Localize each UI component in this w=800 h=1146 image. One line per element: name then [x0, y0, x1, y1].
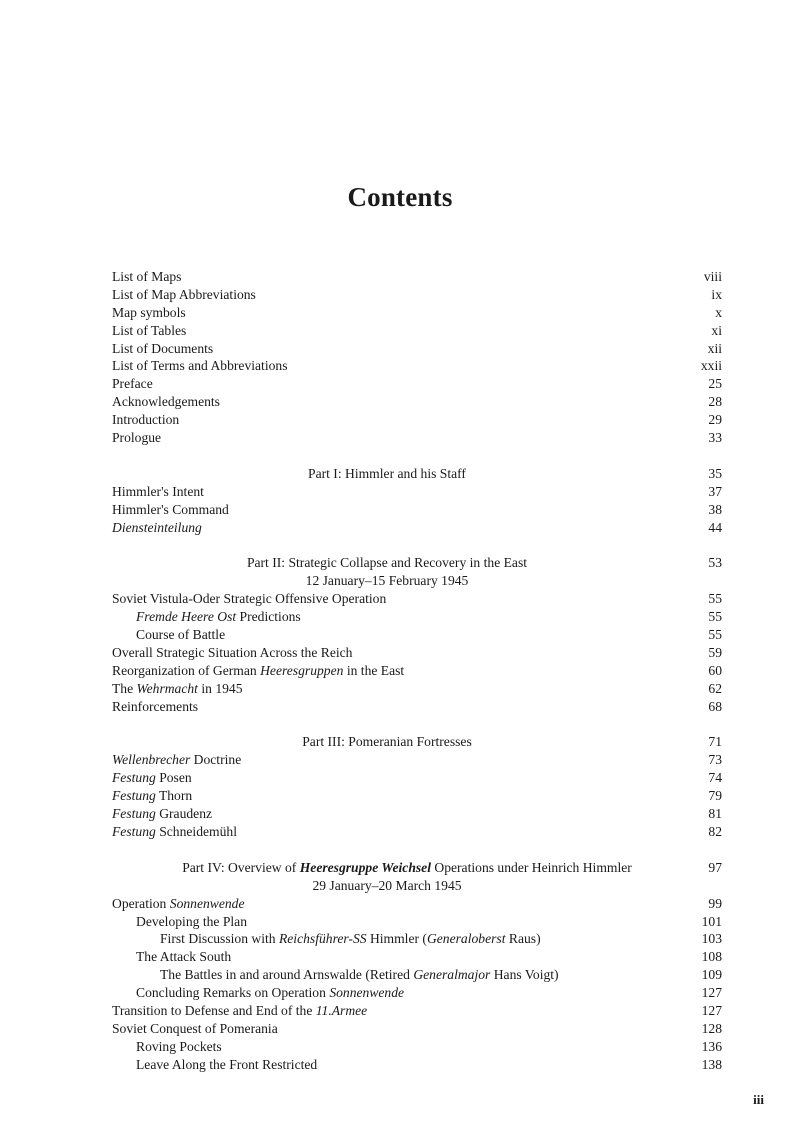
toc-entry-title: The Wehrmacht in 1945	[112, 680, 243, 696]
toc-entry-title: List of Maps	[112, 269, 182, 284]
toc-entry[interactable]	[112, 340, 722, 358]
toc-entry[interactable]	[112, 913, 722, 931]
part-subtitle: 29 January–20 March 1945	[312, 877, 462, 893]
toc-entry[interactable]	[112, 1038, 722, 1056]
toc-entry-title: Preface	[112, 376, 153, 392]
toc-entry-page: 33	[708, 430, 722, 446]
part-heading[interactable]	[112, 465, 722, 483]
toc-entry[interactable]	[112, 1056, 722, 1074]
toc-entry-page: 29	[708, 412, 722, 428]
part-page: 71	[708, 734, 722, 750]
toc-entry-title: Operation Sonnenwende	[112, 895, 245, 911]
toc-entry-page: 82	[708, 823, 722, 839]
toc-entry-title: Wellenbrecher Doctrine	[112, 752, 242, 768]
part-page: 35	[708, 465, 722, 481]
toc-entry[interactable]	[112, 698, 722, 716]
page-number: iii	[753, 1092, 764, 1107]
toc-entry[interactable]	[112, 895, 722, 913]
toc-entry-title: Himmler's Command	[112, 501, 229, 517]
toc-entry[interactable]	[112, 375, 722, 393]
page-title: Contents	[347, 182, 453, 212]
part-heading[interactable]	[112, 733, 722, 751]
toc-entry-title: Soviet Vistula-Oder Strategic Offensive Operation	[112, 591, 387, 607]
toc-entry[interactable]	[112, 268, 722, 286]
toc-entry[interactable]	[112, 662, 722, 680]
toc-entry-title: Overall Strategic Situation Across the Reich	[112, 644, 353, 660]
toc-entry-title: The Attack South	[136, 949, 232, 965]
toc-entry[interactable]	[112, 1002, 722, 1020]
toc-entry-title: Map symbols	[112, 304, 186, 320]
toc-entry-page: 37	[708, 483, 722, 499]
toc-entry[interactable]	[112, 1020, 722, 1038]
toc-entry-page: 108	[701, 949, 722, 965]
part-page: 53	[708, 555, 722, 571]
toc-entry-title: Diensteinteilung	[112, 519, 202, 535]
toc-entry[interactable]	[112, 483, 722, 501]
part-title: Part I: Himmler and his Staff	[308, 465, 466, 481]
toc-entry[interactable]	[112, 304, 722, 322]
toc-entry[interactable]	[112, 429, 722, 447]
toc-entry[interactable]	[112, 590, 722, 608]
toc-entry[interactable]	[112, 411, 722, 429]
toc-entry-page: 62	[708, 680, 722, 696]
toc-entry-page: 59	[708, 644, 722, 660]
toc-entry-page: ix	[711, 286, 722, 302]
toc-entry-page: 28	[708, 394, 722, 410]
toc-entry[interactable]	[112, 286, 722, 304]
toc-entry[interactable]	[112, 948, 722, 966]
toc-entry-page: 99	[708, 895, 722, 911]
part-heading[interactable]	[112, 859, 722, 877]
toc-entry[interactable]	[112, 823, 722, 841]
toc-entry-page: 55	[708, 591, 722, 607]
toc-entry-title: Roving Pockets	[136, 1038, 222, 1054]
toc-entry-title: List of Terms and Abbreviations	[112, 358, 288, 374]
toc-entry-title: Leave Along the Front Restricted	[136, 1056, 318, 1072]
toc-entry-page: 55	[708, 609, 722, 625]
toc-entry-title: Reorganization of German Heeresgruppen in the East	[112, 662, 405, 678]
toc-entry-page: xii	[707, 340, 722, 356]
toc-entry[interactable]	[112, 626, 722, 644]
toc-entry-title: Festung Schneidemühl	[112, 823, 237, 839]
toc-entry-page: 55	[708, 627, 722, 643]
toc-entry-title: Soviet Conquest of Pomerania	[112, 1020, 278, 1036]
toc-entry-page: 128	[701, 1020, 722, 1036]
toc-entry-title: Festung Posen	[112, 770, 192, 786]
table-of-contents	[112, 268, 722, 1074]
part-title: Part II: Strategic Collapse and Recovery in the East	[246, 555, 528, 571]
part-page: 97	[708, 859, 722, 875]
toc-entry-title: Concluding Remarks on Operation Sonnenwende	[136, 985, 405, 1001]
toc-entry[interactable]	[112, 644, 722, 662]
toc-entry-title: Transition to Defense and End of the 11.Armee	[112, 1002, 368, 1018]
toc-entry-page: 136	[701, 1038, 722, 1054]
toc-entry[interactable]	[112, 501, 722, 519]
toc-entry-title: Festung Graudenz	[112, 806, 213, 822]
toc-entry-title: List of Documents	[112, 340, 214, 356]
part-title: Part IV: Overview of Heeresgruppe Weichsel Operations under Heinrich Himmler	[182, 859, 632, 875]
toc-entry-page: 127	[701, 1002, 722, 1018]
toc-entry-page: 79	[708, 788, 722, 804]
toc-entry[interactable]	[112, 787, 722, 805]
toc-entry-page: 109	[701, 967, 722, 983]
toc-entry[interactable]	[112, 357, 722, 375]
toc-entry-page: viii	[703, 269, 722, 284]
toc-entry-page: xi	[711, 322, 722, 338]
toc-entry[interactable]	[112, 805, 722, 823]
toc-entry-title: Acknowledgements	[112, 394, 220, 410]
toc-entry-title: Developing the Plan	[136, 913, 247, 929]
toc-entry-page: 60	[708, 662, 722, 678]
toc-entry-title: First Discussion with Reichsführer-SS Himmler (Generaloberst Raus)	[160, 931, 541, 947]
toc-entry[interactable]	[112, 984, 722, 1002]
part-title: Part III: Pomeranian Fortresses	[302, 734, 472, 750]
toc-entry-page: xxii	[700, 358, 722, 374]
toc-entry-title: Course of Battle	[136, 627, 226, 643]
toc-entry[interactable]	[112, 680, 722, 698]
toc-entry-page: 38	[708, 501, 722, 517]
toc-entry-title: Prologue	[112, 430, 162, 446]
toc-entry-title: Fremde Heere Ost Predictions	[136, 609, 301, 625]
toc-entry-title: List of Tables	[112, 322, 187, 338]
toc-entry-page: 68	[708, 698, 722, 714]
toc-entry[interactable]	[112, 393, 722, 411]
part-subtitle: 12 January–15 February 1945	[305, 573, 469, 589]
toc-entry-page: 103	[701, 931, 722, 947]
toc-entry-page: x	[715, 304, 722, 320]
toc-entry-title: The Battles in and around Arnswalde (Retired Generalmajor Hans Voigt)	[160, 967, 559, 983]
toc-entry-page: 138	[701, 1056, 722, 1072]
toc-entry[interactable]	[112, 322, 722, 340]
toc-entry[interactable]	[112, 519, 722, 537]
toc-entry-page: 81	[708, 806, 722, 822]
toc-entry-page: 44	[708, 519, 722, 535]
toc-entry-page: 25	[708, 376, 722, 392]
toc-entry-page: 127	[701, 985, 722, 1001]
toc-entry-page: 73	[708, 752, 722, 768]
toc-entry-title: Festung Thorn	[112, 788, 193, 804]
toc-entry-page: 74	[708, 770, 722, 786]
toc-entry[interactable]	[112, 930, 722, 948]
toc-entry[interactable]	[112, 751, 722, 769]
toc-entry[interactable]	[112, 966, 722, 984]
toc-entry-title: Himmler's Intent	[112, 483, 204, 499]
toc-entry-title: Introduction	[112, 412, 180, 428]
toc-entry[interactable]	[112, 769, 722, 787]
toc-entry[interactable]	[112, 608, 722, 626]
toc-entry-page: 101	[701, 913, 722, 929]
part-heading[interactable]	[112, 554, 722, 572]
toc-entry-title: Reinforcements	[112, 698, 199, 714]
toc-entry-title: List of Map Abbreviations	[112, 286, 256, 302]
